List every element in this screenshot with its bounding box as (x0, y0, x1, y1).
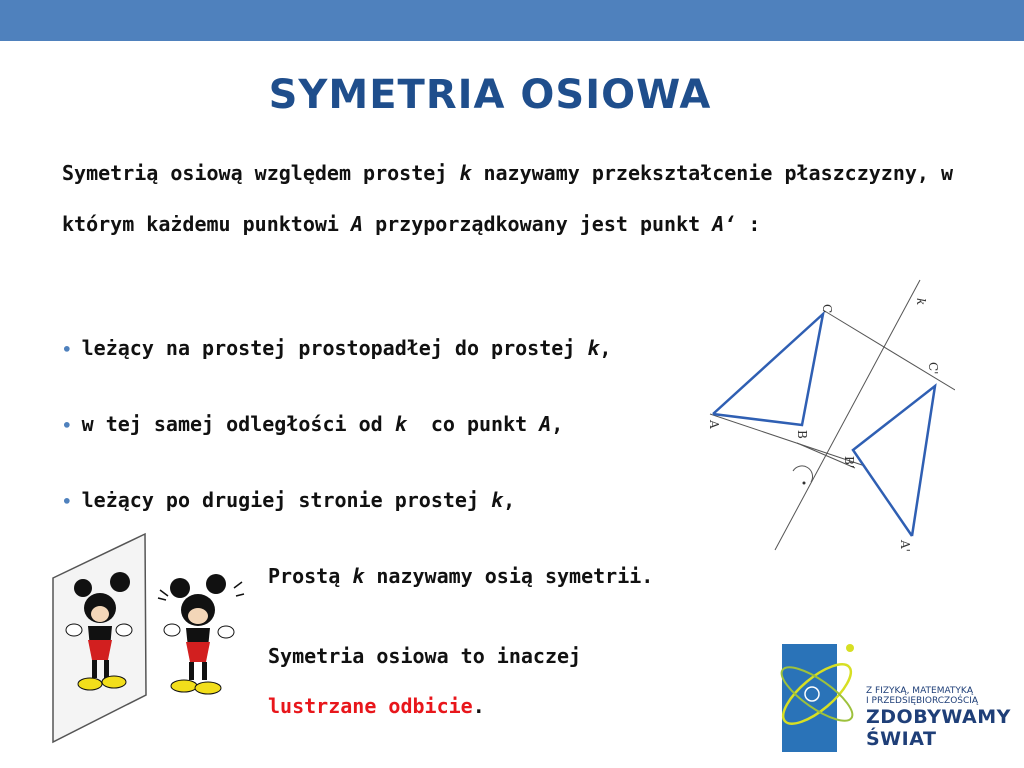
definition-paragraph (62, 148, 962, 250)
bullet-2-var: k (394, 412, 407, 436)
bullet-2-text: w tej samej odległości od (81, 412, 395, 436)
bullet-1 (62, 336, 611, 360)
mirror-line-2 (268, 694, 485, 718)
intro-part1: Symetrią osiową względem prostej (62, 161, 460, 185)
mirror-red-text: lustrzane odbicie (268, 694, 473, 718)
right-angle-dot (803, 482, 806, 485)
intro-part4: : (736, 212, 761, 236)
triangle-a2b2c2 (853, 386, 935, 536)
intro-a: A (350, 212, 364, 236)
logo-line-3: ZDOBYWAMY (866, 706, 1011, 728)
project-logo-icon (772, 626, 868, 756)
intro-k: k (459, 161, 472, 185)
bullet-2-tail: , (551, 412, 564, 436)
label-b2: B' (842, 456, 856, 469)
bullet-dot-icon: • (62, 416, 72, 435)
label-c: C (820, 304, 834, 314)
label-b: B (795, 430, 809, 439)
perpendicular-line-a (710, 414, 865, 469)
axis-definition (268, 564, 653, 588)
bullet-2 (62, 412, 563, 436)
label-c2: C' (926, 362, 940, 375)
bullet-3-text: leżący po drugiej stronie prostej (81, 488, 492, 512)
bullet-dot-icon: • (62, 340, 72, 359)
mouse-character-icon (158, 574, 244, 694)
bullet-2-tail2: co punkt (406, 412, 540, 436)
slide-title: SYMETRIA OSIOWA (268, 72, 712, 118)
bullet-1-var: k (587, 336, 600, 360)
bullet-2-var2: A (539, 412, 552, 436)
bullet-dot-icon: • (62, 492, 72, 511)
mirror-dot: . (472, 694, 485, 718)
label-k: k (914, 298, 928, 306)
intro-part3: przyporządkowany jest punkt (363, 212, 713, 236)
bullet-1-text: leżący na prostej prostopadłej do prostej (81, 336, 588, 360)
intro-part2: nazywamy przekształcenie płaszczyzny, w którym każdemu punktowi (62, 161, 954, 236)
perpendicular-line-c (823, 310, 955, 390)
right-angle-arc (793, 466, 813, 482)
bullet-3-tail: , (503, 488, 516, 512)
mirror-illustration (48, 530, 263, 745)
logo-line-2: I PRZEDSIĘBIORCZOŚCIĄ (866, 696, 979, 706)
bullet-3 (62, 488, 515, 512)
symmetry-diagram (705, 268, 955, 558)
logo-line-4: ŚWIAT (866, 728, 937, 750)
logo-line-1: Z FIZYKĄ, MATEMATYKĄ (866, 686, 973, 696)
mirror-line-1: Symetria osiowa to inaczej (268, 644, 582, 668)
axis-part2: nazywamy osią symetrii. (364, 564, 654, 588)
label-a2: A' (898, 540, 912, 552)
bullet-1-tail: , (599, 336, 612, 360)
axis-part1: Prostą (268, 564, 353, 588)
bullet-3-var: k (491, 488, 504, 512)
logo-text (866, 686, 1024, 750)
label-a: A (707, 420, 721, 429)
intro-a-prime: A‘ (712, 212, 737, 236)
axis-var: k (352, 564, 365, 588)
triangle-abc (713, 314, 823, 425)
top-bar (0, 0, 1024, 41)
